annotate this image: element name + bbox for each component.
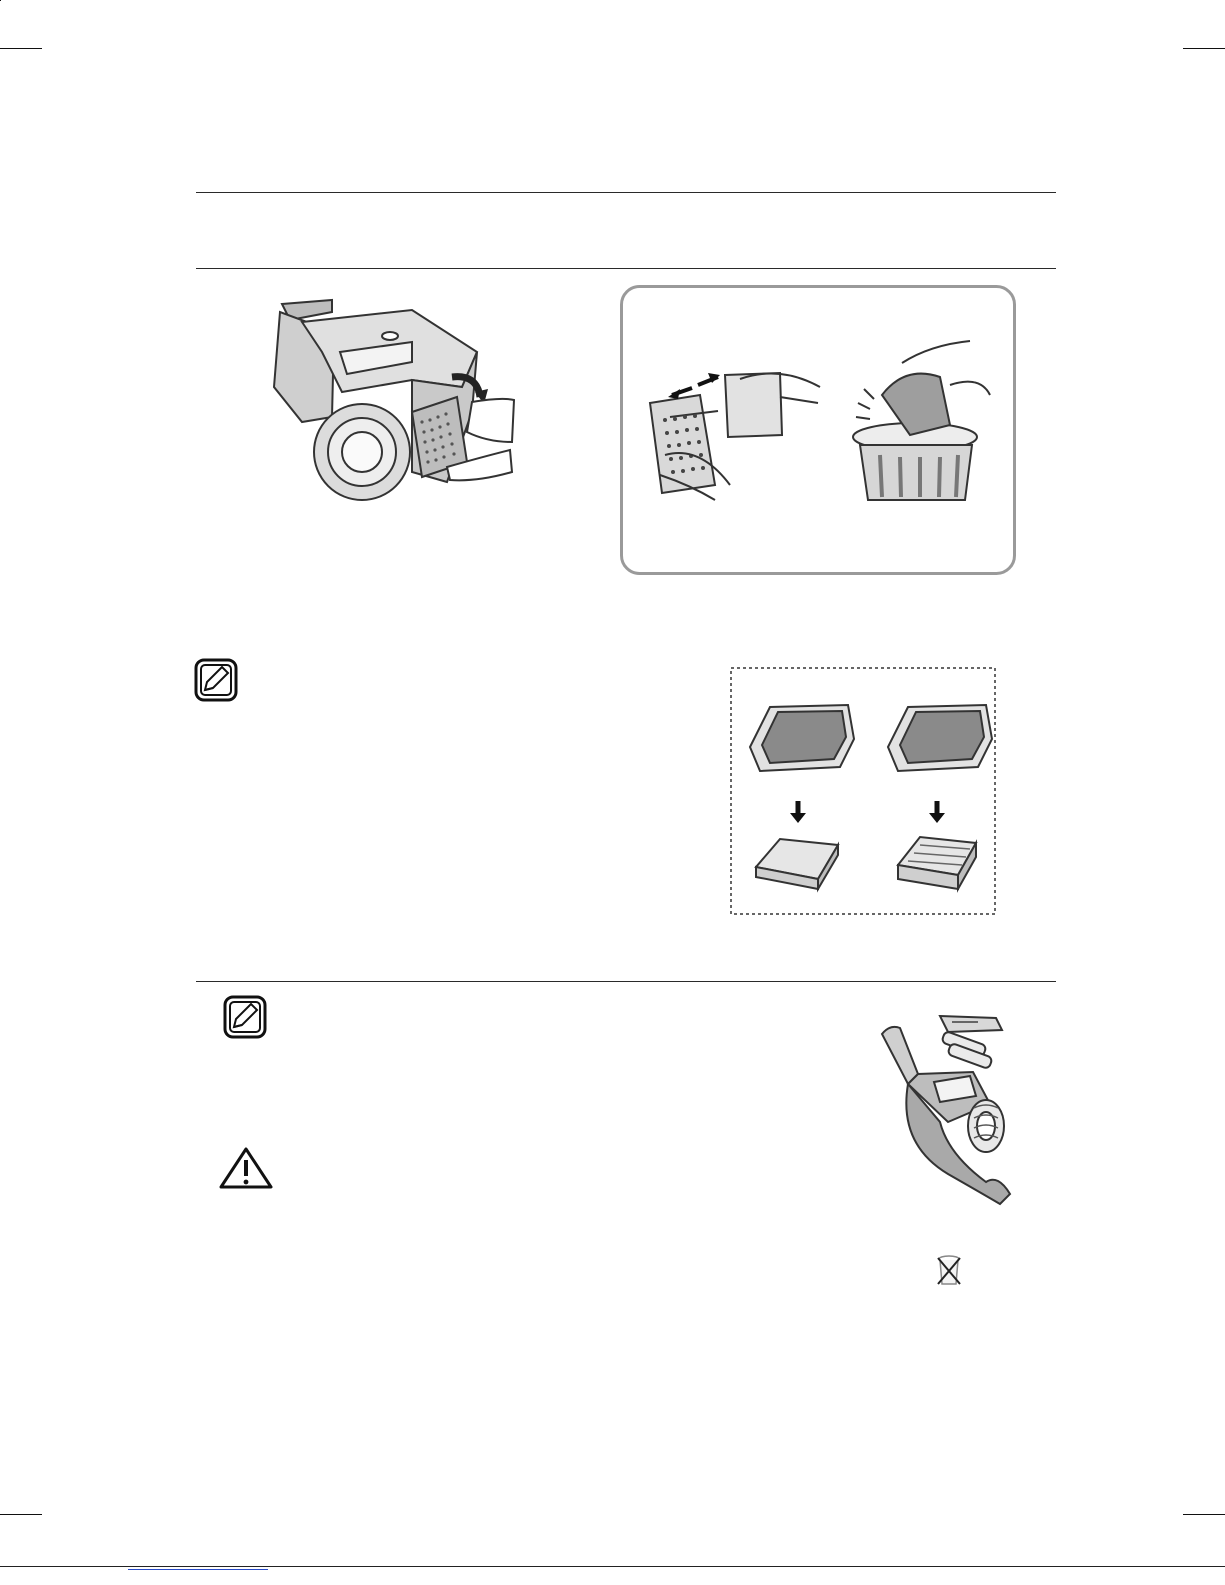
header-rule-bottom bbox=[196, 268, 1056, 269]
crop-mark-bottom-right bbox=[1183, 1514, 1225, 1515]
crop-mark-top-right bbox=[1183, 48, 1225, 49]
filter-cover-left bbox=[750, 705, 854, 771]
crop-mark-bottom-left bbox=[0, 1514, 42, 1515]
filter-types-panel bbox=[730, 667, 996, 915]
crop-mark-top-left-v bbox=[0, 0, 1, 1]
section-rule bbox=[196, 981, 1056, 982]
header-rule-top bbox=[196, 192, 1056, 193]
filter-replacement-panel bbox=[620, 285, 1016, 575]
handle-battery-compartment-figure bbox=[878, 1004, 1018, 1214]
note-pencil-icon bbox=[194, 658, 238, 702]
footer-link-underline[interactable] bbox=[128, 1569, 268, 1570]
warning-triangle-icon bbox=[218, 1146, 274, 1190]
crossed-out-bin-icon bbox=[936, 1254, 962, 1288]
note-pencil-icon bbox=[223, 995, 267, 1039]
vacuum-cleaner-filter-open-figure bbox=[262, 292, 522, 504]
crop-mark-top-left bbox=[0, 48, 42, 49]
filter-cover-right bbox=[888, 705, 992, 771]
footer-rule bbox=[0, 1566, 1225, 1567]
